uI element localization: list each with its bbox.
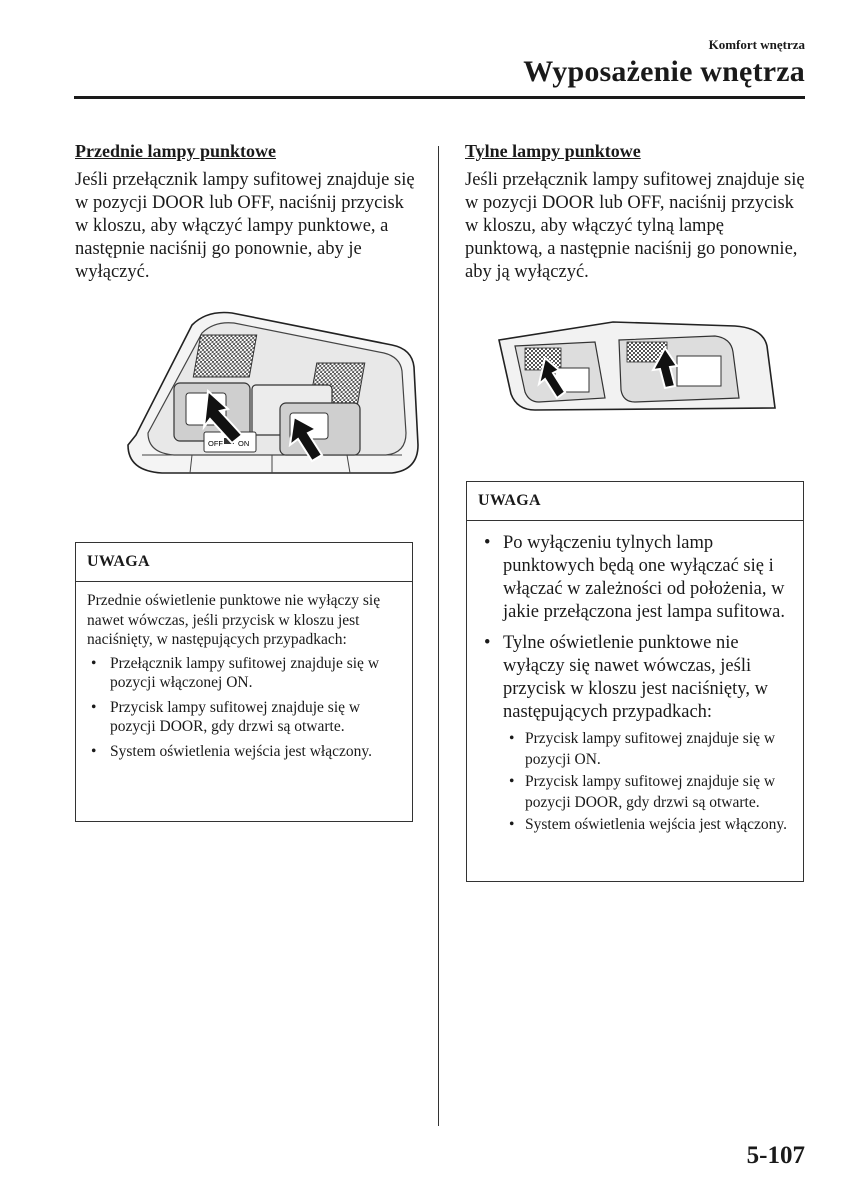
rear-note-heading: UWAGA [467,482,803,521]
section-label: Komfort wnętrza [708,37,805,52]
list-item: • Przycisk lampy sufitowej znajduje się w pozycji ON. [503,729,792,770]
on-label: ON [238,439,250,448]
list-item: • Przycisk lampy sufitowej znajduje się w pozycji DOOR, gdy drzwi są otwarte. [87,698,401,737]
rear-spotlights-title: Tylne lampy punktowe [465,141,641,161]
front-note-heading: UWAGA [76,543,412,582]
list-item: • Przełącznik lampy sufitowej znajduje się w pozycji włączonej ON. [87,654,401,693]
left-column [75,140,415,284]
front-map-lamp-illustration [122,305,422,480]
list-item: • System oświetlenia wejścia jest włączony. [87,742,401,762]
list-item: • Po wyłączeniu tylnych lamp punktowych będą one wyłączać się i włączać w zależności od położenia, w jakie przełączona jest lampa sufitowa. [480,532,792,624]
front-left-grille [193,335,256,377]
off-label: OFF [208,439,223,448]
front-note-box [75,542,413,822]
page-number: 5-107 [746,1142,805,1169]
header-rule [74,96,805,99]
right-column [465,140,805,284]
list-item: • Przycisk lampy sufitowej znajduje się w pozycji DOOR, gdy drzwi są otwarte. [503,772,792,813]
list-item: • System oświetlenia wejścia jest włączony. [503,815,792,836]
list-item-text: Tylne oświetlenie punktowe nie wyłączy się nawet wówczas, jeśli przycisk w kloszu jest naciśnięty, w następujących przypadkach: [503,633,768,722]
list-item [480,632,792,836]
rear-note-box [466,481,804,882]
front-note-intro: Przednie oświetlenie punktowe nie wyłączy się nawet wówczas, jeśli przycisk w kloszu jest naciśnięty, w następujących przypadkach: [87,592,381,648]
rear-note-sublist [503,729,792,836]
rear-map-lamp-illustration [495,318,780,418]
page-title: Wyposażenie wnętrza [523,55,805,88]
column-divider [438,146,439,1126]
front-spotlights-title: Przednie lampy punktowe [75,141,277,161]
front-note-list [87,654,401,762]
rear-note-list [480,532,792,836]
rear-spotlights-text: Jeśli przełącznik lampy sufitowej znajduje się w pozycji DOOR lub OFF, naciśnij przycisk w kloszu, aby włączyć tylną lampę punktową, a następnie naciśnij go ponownie, aby ją wyłączyć. [465,170,805,283]
front-spotlights-text: Jeśli przełącznik lampy sufitowej znajduje się w pozycji DOOR lub OFF, naciśnij przycisk w kloszu, aby włączyć lampy punktowe, a następnie naciśnij go ponownie, aby je wyłączyć. [75,170,415,283]
